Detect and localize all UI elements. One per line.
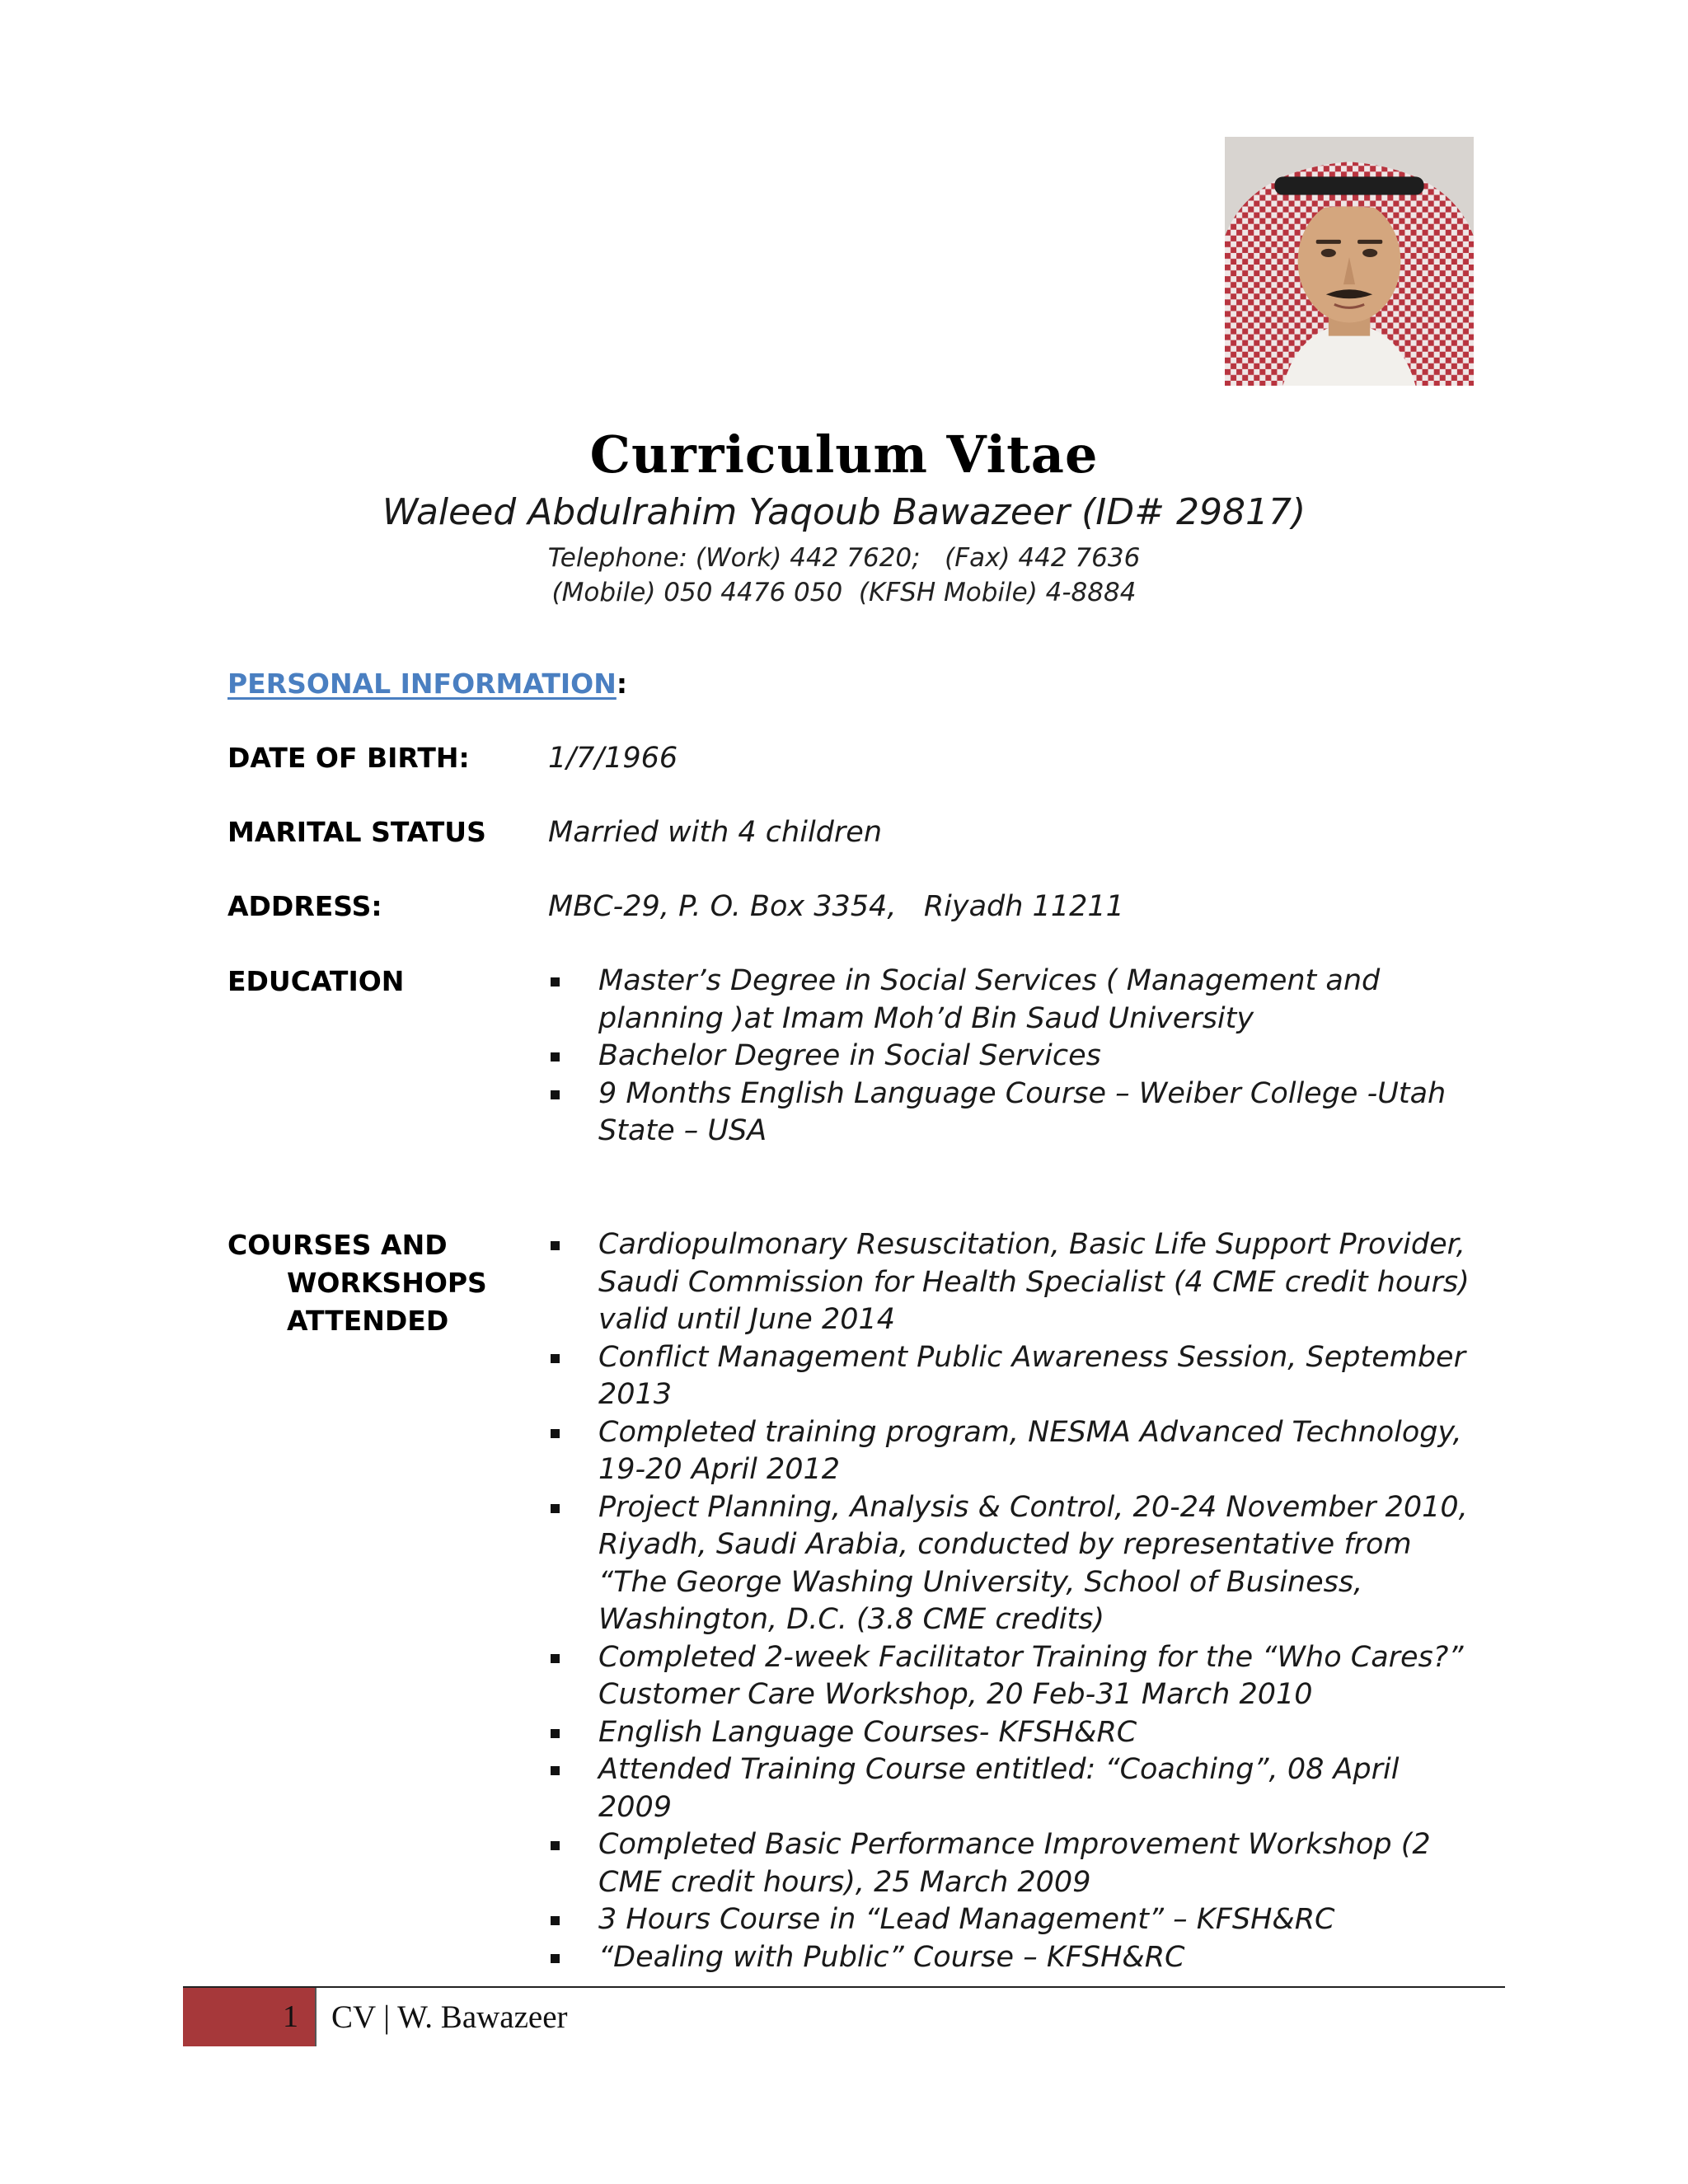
personal-information-link[interactable]: PERSONAL INFORMATION	[227, 668, 617, 700]
heading-colon: :	[616, 668, 628, 700]
phone-line-work-fax: Telephone: (Work) 442 7620; (Fax) 442 7636	[547, 543, 1141, 573]
course-item: Completed 2-week Facilitator Training for the “Who Cares?” Customer Care Workshop, 20 Feb-31 March 2010	[548, 1639, 1479, 1714]
marital-status-label: MARITAL STATUS	[227, 816, 486, 848]
phone-line-mobile: (Mobile) 050 4476 050 (KFSH Mobile) 4-8884	[551, 578, 1137, 607]
courses-label-line: COURSES AND	[227, 1229, 448, 1261]
course-item: 3 Hours Course in “Lead Management” – KFSH&RC	[548, 1901, 1479, 1939]
footer-text: CV | W. Bawazeer	[331, 1999, 568, 2035]
marital-status-value: Married with 4 children	[548, 816, 882, 849]
courses-list	[548, 1226, 1479, 1976]
dob-label: DATE OF BIRTH:	[227, 742, 470, 774]
education-list	[548, 963, 1479, 1151]
document-title: Curriculum Vitae	[589, 424, 1099, 485]
course-item: Completed Basic Performance Improvement Workshop (2 CME credit hours), 25 March 2009	[548, 1826, 1479, 1901]
education-label: EDUCATION	[227, 965, 405, 997]
course-item: Cardiopulmonary Resuscitation, Basic Life Support Provider, Saudi Commission for Health Specialist (4 CME credit hours) valid until June 2014	[548, 1226, 1479, 1339]
courses-label	[227, 1226, 487, 1340]
footer-separator	[315, 1988, 316, 2046]
course-item: Conflict Management Public Awareness Session, September 2013	[548, 1339, 1479, 1414]
courses-label-line: ATTENDED	[287, 1305, 449, 1337]
personal-information-heading	[227, 664, 627, 704]
courses-label-line: WORKSHOPS	[287, 1267, 487, 1299]
education-item: 9 Months English Language Course – Weiber College -Utah State – USA	[548, 1076, 1479, 1151]
course-item: Attended Training Course entitled: “Coaching”, 08 April 2009	[548, 1751, 1479, 1826]
dob-value: 1/7/1966	[548, 742, 678, 775]
profile-photo	[1225, 137, 1474, 386]
address-label: ADDRESS:	[227, 890, 382, 922]
course-item: Completed training program, NESMA Advanced Technology, 19-20 April 2012	[548, 1414, 1479, 1489]
address-value: MBC-29, P. O. Box 3354, Riyadh 11211	[548, 890, 1124, 923]
course-item: English Language Courses- KFSH&RC	[548, 1714, 1479, 1752]
candidate-name: Waleed Abdulrahim Yaqoub Bawazeer (ID# 29817)	[382, 491, 1306, 533]
course-item: “Dealing with Public” Course – KFSH&RC	[548, 1939, 1479, 1977]
education-item: Bachelor Degree in Social Services	[548, 1038, 1479, 1076]
page-number: 1	[283, 1999, 298, 2034]
course-item: Project Planning, Analysis & Control, 20-24 November 2010, Riyadh, Saudi Arabia, conducted by representative from “The George Washing University, School of Business, Washington, D.C. (3.8 CME credits)	[548, 1489, 1479, 1639]
education-item: Master’s Degree in Social Services ( Management and planning )at Imam Moh’d Bin Saud University	[548, 963, 1479, 1038]
